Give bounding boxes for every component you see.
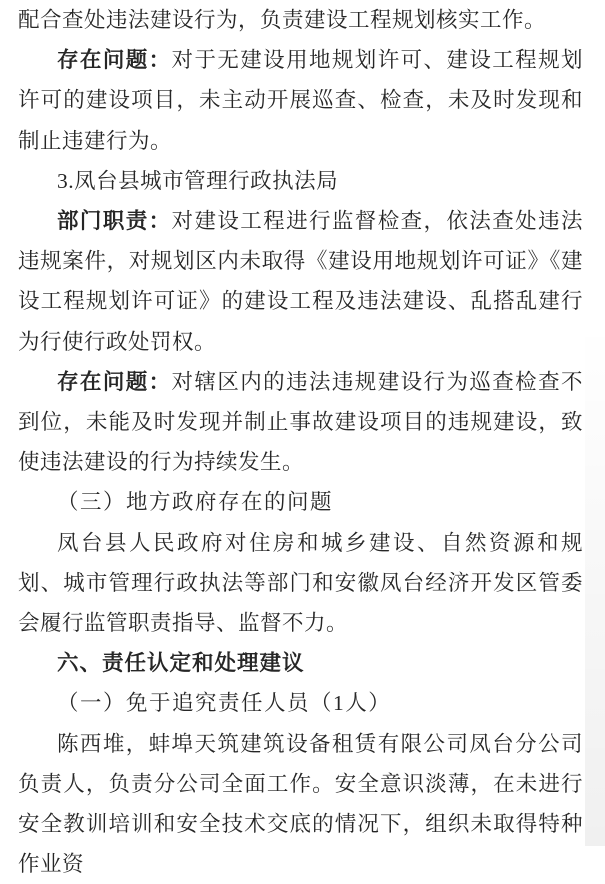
- paragraph-chen-xidui: [18, 724, 583, 884]
- paragraph-existing-problems-1: [18, 40, 583, 161]
- paragraph-text: 陈西堆，蚌埠天筑建筑设备租赁有限公司凤台分公司负责人，负责分公司全面工作。安全意识淡薄，在未进行安全教训培训和安全技术交底的情况下，组织未取得特种作业资: [18, 731, 583, 877]
- paragraph-text: 对于无建设用地规划许可、建设工程规划许可的建设项目，未主动开展巡查、检查，未及时发现和制止违建行为。: [18, 48, 583, 153]
- paragraph-bureau-title: [18, 161, 583, 201]
- paragraph-lead-bold: 部门职责：: [57, 209, 172, 234]
- page-edge-shadow: [585, 321, 605, 846]
- heading-text: （一）免于追究责任人员（1人）: [57, 691, 392, 716]
- heading-text: 六、责任认定和处理建议: [57, 651, 305, 676]
- paragraph-text: 凤台县人民政府对住房和城乡建设、自然资源和规划、城市管理行政执法等部门和安徽凤台经济开发区管委会履行监管职责指导、监督不力。: [18, 530, 583, 636]
- paragraph-lead-bold: 存在问题：: [57, 369, 172, 394]
- heading-subsection-three: [18, 482, 583, 522]
- paragraph-continuation: [18, 0, 583, 40]
- paragraph-text: 对辖区内的违法违规建设行为巡查检查不到位，未能及时发现并制止事故建设项目的违规建设，致使违法建设的行为持续发生。: [18, 369, 583, 475]
- paragraph-existing-problems-2: [18, 362, 583, 483]
- heading-subsection-one: [18, 683, 583, 723]
- heading-text: （三）地方政府存在的问题: [57, 490, 334, 515]
- paragraph-department-duties: [18, 201, 583, 362]
- paragraph-text: 对建设工程进行监督检查，依法查处违法违规案件，对规划区内未取得《建设用地规划许可证》《建设工程规划许可证》的建设工程及违法建设、乱搭乱建行为行使行政处罚权。: [18, 209, 583, 354]
- paragraph-lead-bold: 存在问题：: [57, 48, 172, 73]
- paragraph-text: 3.凤台县城市管理行政执法局: [57, 168, 339, 193]
- paragraph-text: 配合查处违法建设行为，负责建设工程规划核实工作。: [18, 8, 547, 32]
- paragraph-local-government: [18, 523, 583, 644]
- heading-section-six: [18, 643, 583, 683]
